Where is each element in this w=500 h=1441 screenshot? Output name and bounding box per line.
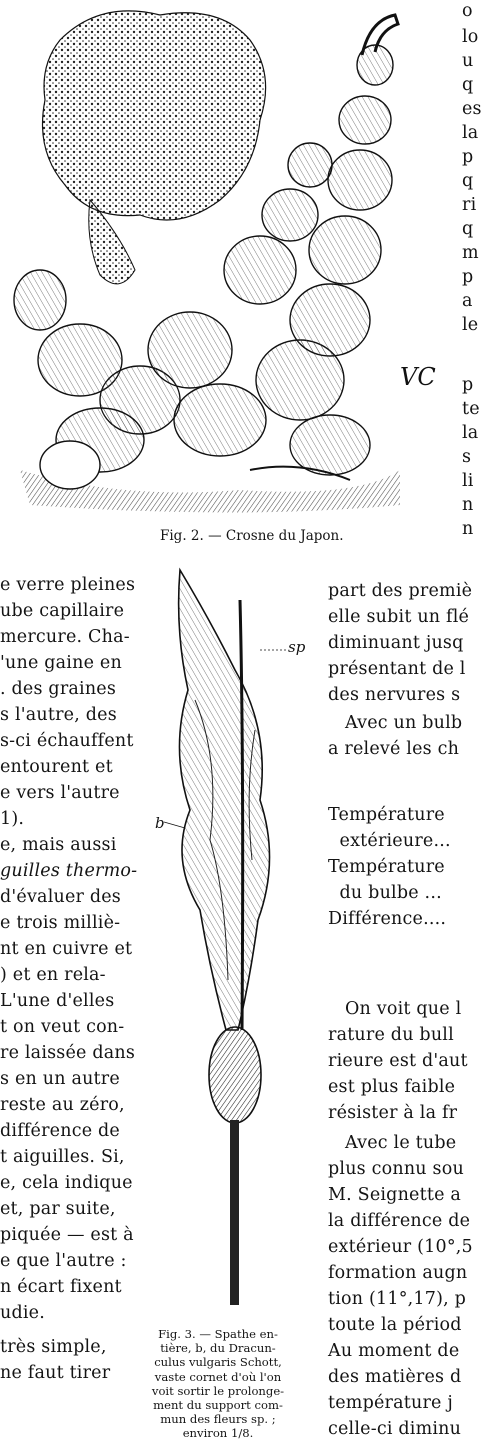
text-line: part des premiè <box>328 581 473 601</box>
text-line: formation augn <box>328 1263 468 1283</box>
fragment: q <box>462 171 474 191</box>
text-line: des matières d <box>328 1367 462 1387</box>
caption-line: mun des fleurs sp. ; <box>160 1412 276 1427</box>
fragment: s <box>462 447 472 467</box>
label-b: b <box>155 814 165 832</box>
fragment: le <box>462 315 479 335</box>
text-line: d'évaluer des <box>0 887 121 907</box>
text-line: plus connu sou <box>328 1159 464 1179</box>
text-line: 'une gaine en <box>0 653 122 673</box>
text-line: mercure. Cha- <box>0 627 130 647</box>
text-line: celle-ci diminu <box>328 1419 462 1439</box>
table-row-label: du bulbe ... <box>328 883 442 903</box>
text-line: diminuant jusq <box>328 633 464 653</box>
text-line: e vers l'autre <box>0 783 120 803</box>
spathe-engraving <box>140 560 340 1325</box>
text-line: s l'autre, des <box>0 705 117 725</box>
fragment: la <box>462 123 479 143</box>
text-line: nt en cuivre et <box>0 939 133 959</box>
table-row-label: Différence.... <box>328 909 447 929</box>
text-line: et, par suite, <box>0 1199 116 1219</box>
text-line: e trois milliè- <box>0 913 121 933</box>
text-line: Au moment de <box>328 1341 460 1361</box>
text-line: a relevé les ch <box>328 739 460 759</box>
text-line: piquée — est à <box>0 1225 134 1245</box>
fragment: a <box>462 291 473 311</box>
text-line: rature du bull <box>328 1025 454 1045</box>
table-row-label: Température <box>328 857 445 877</box>
fragment: li <box>462 471 474 491</box>
text-line: s-ci échauffent <box>0 731 134 751</box>
caption-line: tière, b, du Dracun- <box>160 1341 276 1356</box>
text-line: . des graines <box>0 679 117 699</box>
figure-3-caption <box>140 1327 296 1441</box>
text-line: re laissée dans <box>0 1043 136 1063</box>
text-line: rieure est d'aut <box>328 1051 468 1071</box>
text-line: e, cela indique <box>0 1173 133 1193</box>
fragment: es <box>462 99 482 119</box>
text-line: toute la périod <box>328 1315 462 1335</box>
text-line: la différence de <box>328 1211 471 1231</box>
fragment: lo <box>462 27 479 47</box>
text-line: tion (11°,17), p <box>328 1289 467 1309</box>
table-row-label: extérieure... <box>328 831 451 851</box>
text-line: e que l'autre : <box>0 1251 127 1271</box>
fragment: n <box>462 495 474 515</box>
fragment: q <box>462 75 474 95</box>
table-row-label: Température <box>328 805 445 825</box>
fragment: ri <box>462 195 477 215</box>
text-line: e, mais aussi <box>0 835 117 855</box>
caption-line: ment du support com- <box>153 1398 283 1413</box>
text-line: ube capillaire <box>0 601 125 621</box>
text-line: ne faut tirer <box>0 1363 111 1383</box>
text-line: t on veut con- <box>0 1017 125 1037</box>
fragment: o <box>462 1 473 21</box>
text-line: L'une d'elles <box>0 991 115 1011</box>
figure-2-caption: Fig. 2. — Crosne du Japon. <box>160 528 344 544</box>
crosne-engraving <box>0 0 460 520</box>
text-line: reste au zéro, <box>0 1095 125 1115</box>
caption-line: voit sortir le prolonge- <box>151 1383 285 1398</box>
text-line: elle subit un flé <box>328 607 470 627</box>
caption-line: Fig. 3. — Spathe en- <box>158 1327 278 1341</box>
text-line: On voit que l <box>345 999 462 1019</box>
text-line: Avec le tube <box>345 1133 457 1153</box>
fragment: p <box>462 147 474 167</box>
text-line: guilles thermo- <box>0 861 138 881</box>
text-line: différence de <box>0 1121 120 1141</box>
text-line: extérieur (10°,5 <box>328 1237 473 1257</box>
fragment: p <box>462 375 474 395</box>
fragment: m <box>462 243 479 263</box>
text-line: s en un autre <box>0 1069 120 1089</box>
text-line: entourent et <box>0 757 113 777</box>
text-line: Avec un bulb <box>345 713 463 733</box>
fragment: la <box>462 423 479 443</box>
text-line: e verre pleines <box>0 575 136 595</box>
text-line: n écart fixent <box>0 1277 122 1297</box>
fragment: n <box>462 519 474 539</box>
label-sp: sp <box>288 638 306 656</box>
text-line: des nervures s <box>328 685 461 705</box>
text-line: udie. <box>0 1303 45 1323</box>
fragment: q <box>462 219 474 239</box>
figure-2-crosne-illustration <box>0 0 460 520</box>
text-line: 1). <box>0 809 25 829</box>
engraver-monogram: VC <box>400 363 436 391</box>
text-line: présentant de l <box>328 659 466 679</box>
text-line: résister à la fr <box>328 1103 458 1123</box>
text-line: très simple, <box>0 1337 107 1357</box>
fragment: u <box>462 51 474 71</box>
caption-line: vaste cornet d'où l'on <box>154 1369 282 1384</box>
text-line: température j <box>328 1393 453 1413</box>
text-line: ) et en rela- <box>0 965 106 985</box>
caption-line: culus vulgaris Schott, <box>154 1355 282 1370</box>
figure-3-spathe-illustration <box>140 560 340 1325</box>
fragment: te <box>462 399 480 419</box>
fragment: p <box>462 267 474 287</box>
text-line: t aiguilles. Si, <box>0 1147 125 1167</box>
caption-line: environ 1/8. <box>182 1426 254 1441</box>
text-line: est plus faible <box>328 1077 456 1097</box>
text-line: M. Seignette a <box>328 1185 462 1205</box>
